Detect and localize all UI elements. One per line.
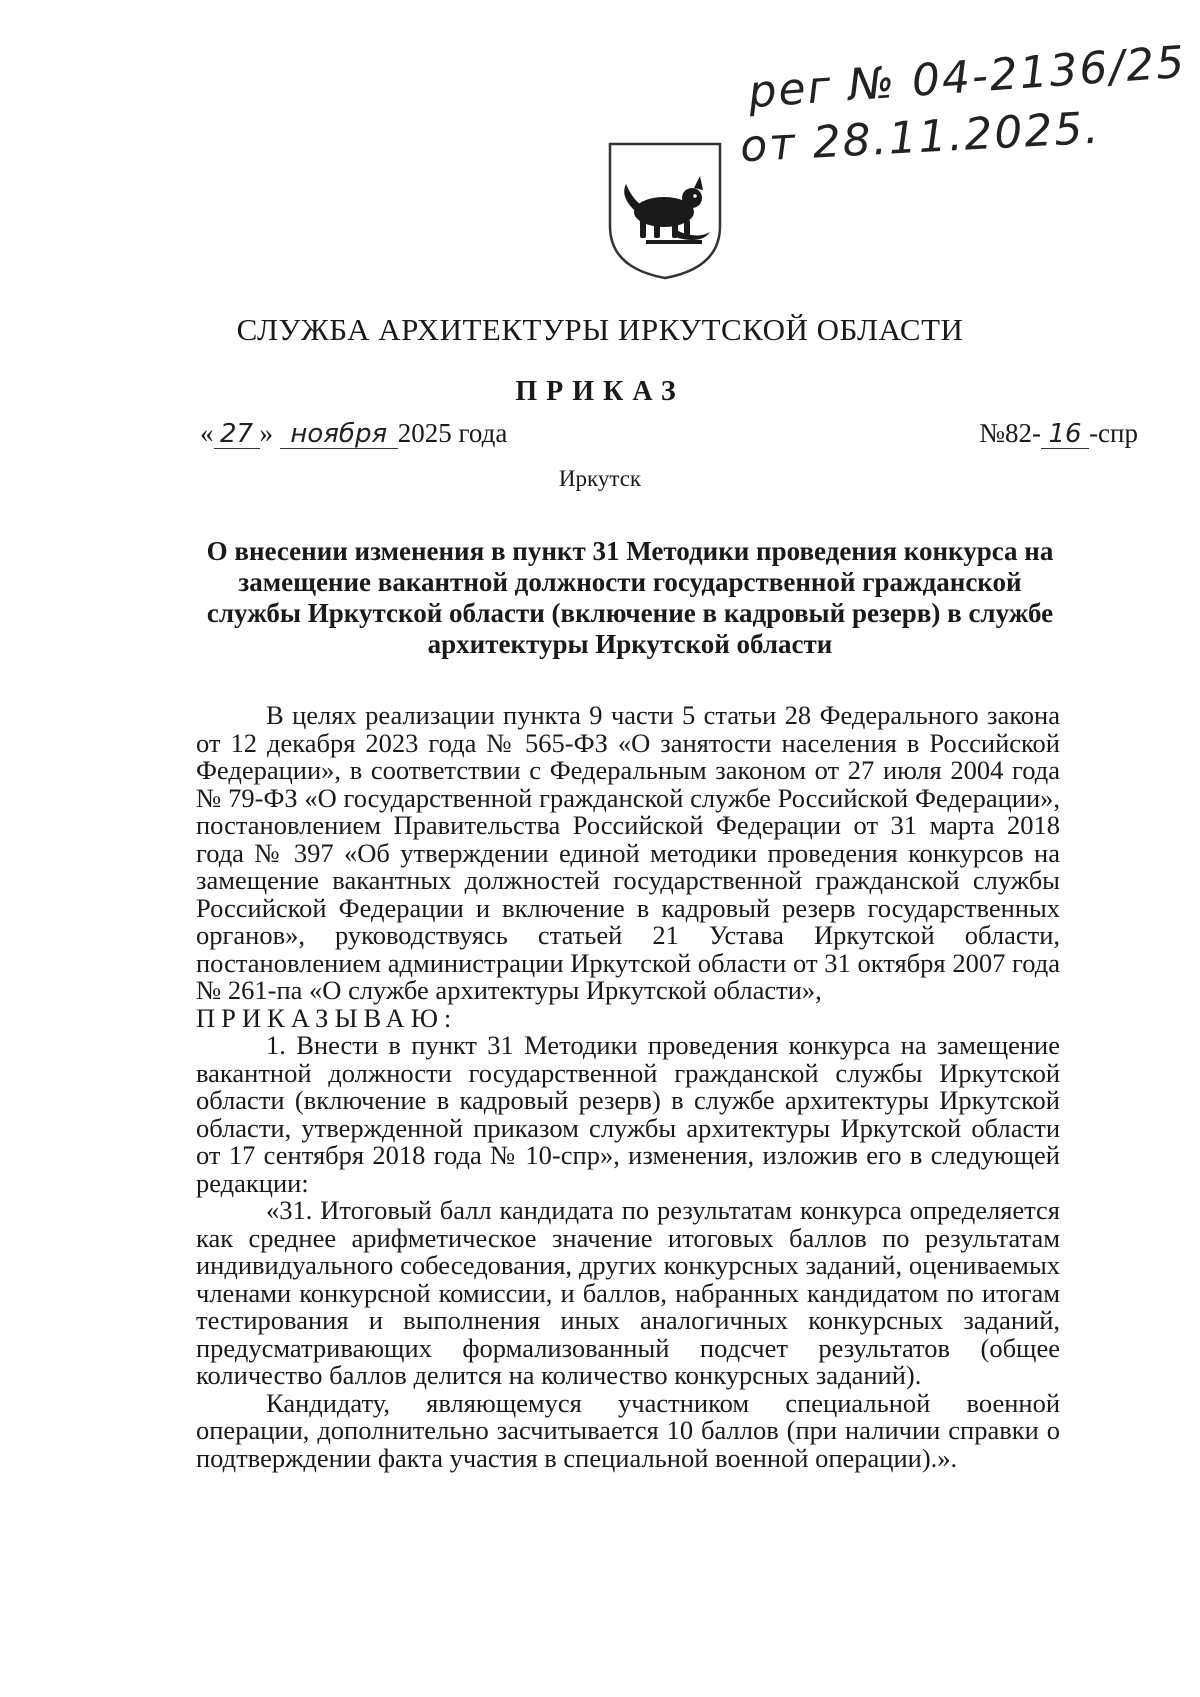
handwritten-registration-number: рег № 04-2136/25 — [746, 36, 1188, 119]
order-date — [200, 418, 507, 449]
handwritten-month: ноября — [280, 420, 398, 449]
agency-name: СЛУЖБА АРХИТЕКТУРЫ ИРКУТСКОЙ ОБЛАСТИ — [236, 312, 964, 347]
handwritten-registration-date: от 28.11.2025. — [738, 102, 1102, 173]
order-word: ПРИКАЗЫВАЮ: — [196, 1002, 458, 1033]
item-1-paragraph: 1. Внести в пункт 31 Методики проведения конкурса на замещение вакантной должности государственной гражданской службы Иркутской области (включение в кадровый резерв) в службе архитектуры Иркутской области, утвержденной приказом службы архитектуры Иркутской области от 17 сентября 2018 года № 10-спр», изменения, изложив его в следующей редакции: — [196, 1030, 1060, 1198]
handwritten-number: 16 — [1041, 420, 1089, 449]
document-body — [196, 702, 1060, 1472]
city: Иркутск — [558, 466, 642, 491]
irkutsk-coat-of-arms-icon — [606, 140, 724, 282]
handwritten-day: 27 — [214, 420, 260, 449]
date-year: 2025 года — [397, 418, 508, 448]
date-close-quote: » — [259, 418, 273, 448]
document-type: ПРИКАЗ — [515, 376, 685, 407]
quoted-paragraph-svo: Кандидату, являющемуся участником специальной военной операции, дополнительно засчитывается 10 баллов (при наличии справки о подтверждении факта участия в специальной военной операции).». — [196, 1387, 1060, 1473]
preamble-paragraph: В целях реализации пункта 9 части 5 статьи 28 Федерального закона от 12 декабря 2023 года № 565-ФЗ «О занятости населения в Российской Федерации», в соответствии с Федеральным законом от 27 июля 2004 года № 79-ФЗ «О государственной гражданской службе Российской Федерации», постановлением Правительства Российской Федерации от 31 марта 2018 года № 397 «Об утверждении единой методики проведения конкурсов на замещение вакантных должностей государственной гражданской службы Российской Федерации и включение в кадровый резерв государственных органов», руководствуясь статьей 21 Устава Иркутской области, постановлением администрации Иркутской области от 31 октября 2007 года № 261-па «О службе архитектуры Иркутской области», — [196, 700, 1060, 1005]
number-suffix: -спр — [1089, 418, 1138, 448]
date-open-quote: « — [200, 418, 214, 448]
number-prefix: №82- — [979, 418, 1042, 448]
quoted-paragraph-31: «31. Итоговый балл кандидата по результатам конкурса определяется как среднее арифметическое значение итоговых баллов по результатам индивидуального собеседования, других конкурсных заданий, оцениваемых членами конкурсной комиссии, и баллов, набранных кандидатом по итогам тестирования и выполнения иных аналогичных конкурсных заданий, предусматривающих формализованный подсчет результатов (общее количество баллов делится на количество конкурсных заданий). — [196, 1195, 1060, 1390]
document-title: О внесении изменения в пункт 31 Методики проведения конкурса на замещение вакантной должности государственной гражданской службы Иркутской области (включение в кадровый резерв) в службе архитектуры Иркутской области — [206, 536, 1054, 659]
order-number — [979, 418, 1138, 449]
